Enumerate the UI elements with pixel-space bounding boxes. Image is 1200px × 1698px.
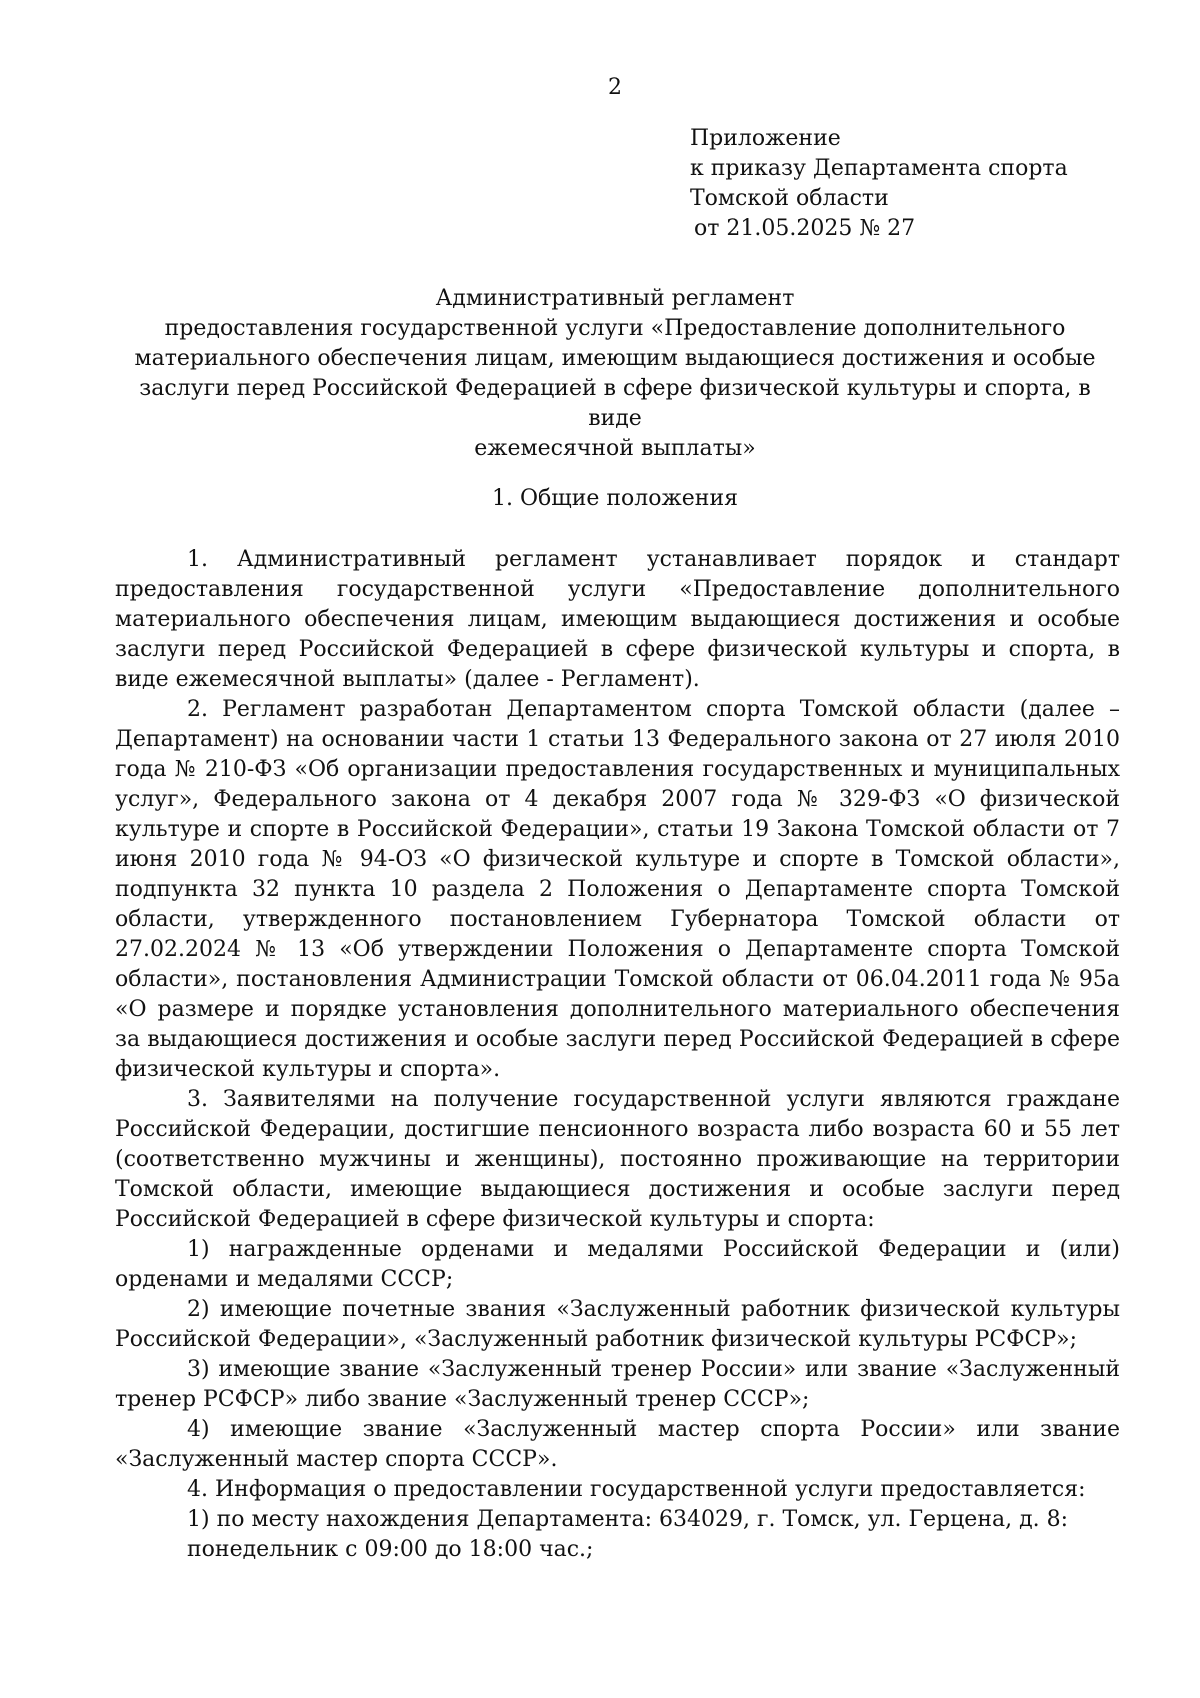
document-title [110, 284, 1120, 464]
title-line-3: материального обеспечения лицам, имеющим выдающиеся достижения и особые [134, 346, 1096, 371]
paragraph-3-item-4: 4) имеющие звание «Заслуженный мастер спорта России» или звание «Заслуженный мастер спорта СССР». [115, 1417, 1120, 1472]
title-line-1: Административный регламент [435, 286, 795, 311]
paragraph-3-item-2: 2) имеющие почетные звания «Заслуженный работник физической культуры Российской Федерации», «Заслуженный работник физической культуры РСФСР»; [115, 1297, 1120, 1352]
title-line-5: ежемесячной выплаты» [474, 436, 756, 461]
approval-line-2: к приказу Департамента спорта [690, 156, 1068, 181]
page-number: 2 [608, 75, 622, 100]
paragraph-1: 1. Административный регламент устанавливает порядок и стандарт предоставления государственной услуги «Предоставление дополнительного материального обеспечения лицам, имеющим выдающиеся достижения и особые заслуги перед Российской Федерацией в сфере физической культуры и спорта, в виде ежемесячной выплаты» (далее - Регламент). [115, 547, 1120, 692]
approval-block [690, 124, 1068, 244]
paragraph-4-schedule: понедельник с 09:00 до 18:00 час.; [187, 1537, 594, 1562]
title-line-2: предоставления государственной услуги «Предоставление дополнительного [164, 316, 1066, 341]
document-body [115, 545, 1120, 1565]
paragraph-3: 3. Заявителями на получение государственной услуги являются граждане Российской Федерации, достигшие пенсионного возраста либо возраста 60 и 55 лет (соответственно мужчины и женщины), постоянно проживающие на территории Томской области, имеющие выдающиеся достижения и особые заслуги перед Российской Федерацией в сфере физической культуры и спорта: [115, 1087, 1120, 1232]
approval-line-3: Томской области [690, 186, 889, 211]
paragraph-4-item-1: 1) по месту нахождения Департамента: 634029, г. Томск, ул. Герцена, д. 8: [187, 1507, 1069, 1532]
paragraph-4: 4. Информация о предоставлении государственной услуги предоставляется: [187, 1477, 1086, 1502]
paragraph-3-item-1: 1) награжденные орденами и медалями Российской Федерации и (или) орденами и медалями СССР; [115, 1237, 1120, 1292]
approval-order-date: от 21.05.2025 № 27 [694, 216, 916, 241]
section-heading: 1. Общие положения [492, 486, 738, 511]
approval-line-1: Приложение [690, 126, 841, 151]
paragraph-3-item-3: 3) имеющие звание «Заслуженный тренер России» или звание «Заслуженный тренер РСФСР» либо звание «Заслуженный тренер СССР»; [115, 1357, 1120, 1412]
paragraph-2: 2. Регламент разработан Департаментом спорта Томской области (далее – Департамент) на основании части 1 статьи 13 Федерального закона от 27 июля 2010 года № 210-ФЗ «Об организации предоставления государственных и муниципальных услуг», Федерального закона от 4 декабря 2007 года № 329-ФЗ «О физической культуре и спорте в Российской Федерации», статьи 19 Закона Томской области от 7 июня 2010 года № 94-ОЗ «О физической культуре и спорте в Томской области», подпункта 32 пункта 10 раздела 2 Положения о Департаменте спорта Томской области, утвержденного постановлением Губернатора Томской области от 27.02.2024 № 13 «Об утверждении Положения о Департаменте спорта Томской области», постановления Администрации Томской области от 06.04.2011 года № 95а «О размере и порядке установления дополнительного материального обеспечения за выдающиеся достижения и особые заслуги перед Российской Федерацией в сфере физической культуры и спорта». [115, 697, 1120, 1082]
title-line-4: заслуги перед Российской Федерацией в сфере физической культуры и спорта, в виде [139, 376, 1091, 431]
